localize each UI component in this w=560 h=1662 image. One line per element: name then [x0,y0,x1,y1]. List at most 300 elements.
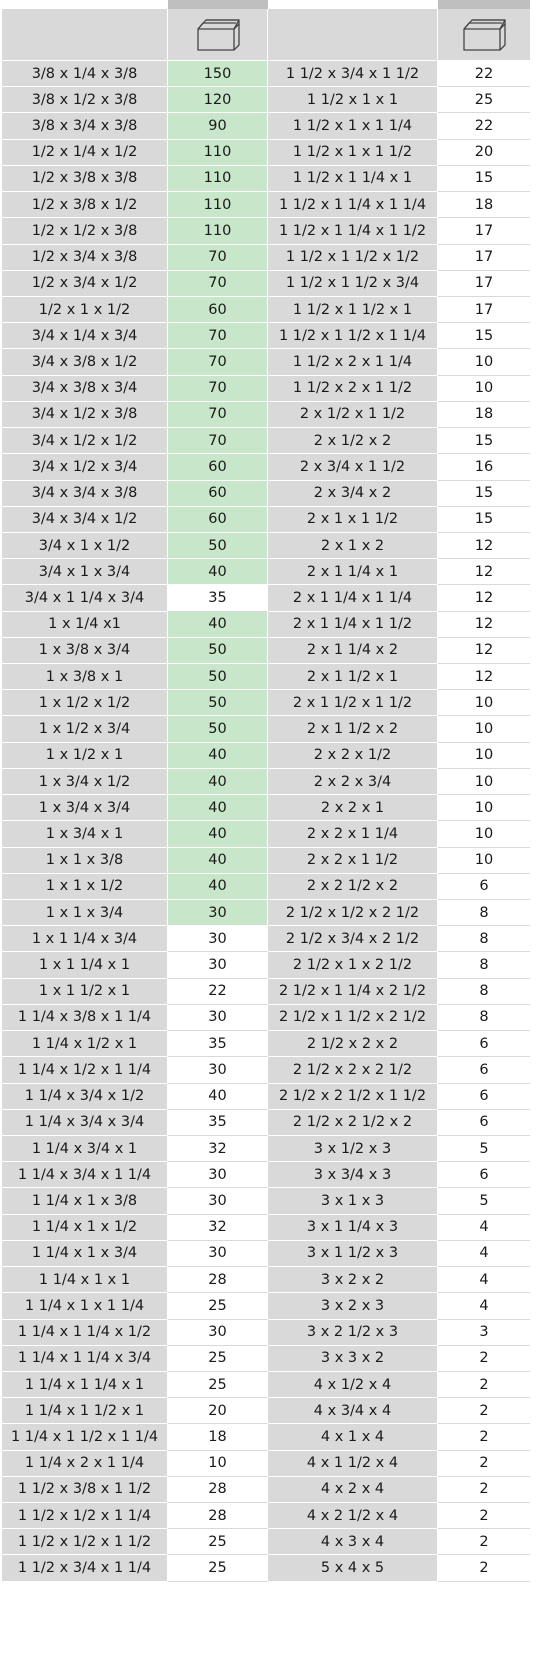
quantity-cell: 35 [168,585,268,611]
quantity-cell: 15 [438,323,530,349]
quantity-cell: 2 [438,1372,530,1398]
quantity-cell: 10 [438,821,530,847]
size-cell: 1 1/2 x 1 1/2 x 1 [268,297,438,323]
quantity-cell: 20 [438,140,530,166]
size-cell: 3/4 x 1/2 x 3/4 [2,454,168,480]
table-row [2,1188,530,1214]
quantity-cell: 4 [438,1215,530,1241]
header-size-right [268,9,438,60]
table-row [2,795,530,821]
quantity-cell: 25 [168,1555,268,1581]
size-cell: 1/2 x 3/4 x 1/2 [2,271,168,297]
quantity-cell: 22 [168,979,268,1005]
quantity-cell: 90 [168,113,268,139]
size-cell: 2 x 2 x 1 1/2 [268,848,438,874]
quantity-cell: 2 [438,1555,530,1581]
table-row [2,454,530,480]
table-row [2,428,530,454]
size-cell: 1/2 x 3/8 x 1/2 [2,192,168,218]
size-cell: 1 1/4 x 1 x 3/4 [2,1241,168,1267]
size-cell: 1 1/2 x 1 x 1 1/4 [268,113,438,139]
table-row [2,1005,530,1031]
size-cell: 3/8 x 1/4 x 3/8 [2,61,168,87]
size-cell: 2 x 1 x 1 1/2 [268,507,438,533]
size-cell: 1/2 x 3/4 x 3/8 [2,245,168,271]
size-cell: 2 x 1 1/4 x 1 1/4 [268,585,438,611]
quantity-cell: 12 [438,664,530,690]
table-row [2,1398,530,1424]
size-cell: 3/4 x 1 x 3/4 [2,559,168,585]
quantity-cell: 2 [438,1398,530,1424]
size-cell: 2 x 1 1/4 x 1 1/2 [268,612,438,638]
size-cell: 2 x 1 1/4 x 2 [268,638,438,664]
table-row [2,323,530,349]
table-row [2,559,530,585]
quantity-cell: 15 [438,428,530,454]
header-quantity-left [168,9,268,60]
table-row [2,271,530,297]
size-cell: 2 1/2 x 1 1/2 x 2 1/2 [268,1005,438,1031]
quantity-cell: 110 [168,140,268,166]
table-row [2,1424,530,1450]
quantity-cell: 28 [168,1503,268,1529]
table-row [2,349,530,375]
quantity-cell: 18 [168,1424,268,1450]
table-row [2,87,530,113]
size-cell: 1 x 3/8 x 1 [2,664,168,690]
size-cell: 1 x 3/8 x 3/4 [2,638,168,664]
size-cell: 1 x 3/4 x 1 [2,821,168,847]
table-row [2,1267,530,1293]
table-row [2,1529,530,1555]
size-cell: 3 x 1 1/2 x 3 [268,1241,438,1267]
quantity-cell: 110 [168,218,268,244]
quantity-cell: 32 [168,1215,268,1241]
quantity-cell: 70 [168,323,268,349]
size-cell: 2 x 1 1/4 x 1 [268,559,438,585]
quantity-cell: 50 [168,533,268,559]
quantity-cell: 35 [168,1110,268,1136]
table-row [2,1110,530,1136]
quantity-cell: 15 [438,481,530,507]
table-row [2,376,530,402]
size-cell: 3 x 3/4 x 3 [268,1162,438,1188]
quantity-cell: 2 [438,1529,530,1555]
quantity-cell: 30 [168,926,268,952]
header-row [2,9,530,61]
size-cell: 1 x 1 1/2 x 1 [2,979,168,1005]
quantity-cell: 30 [168,1241,268,1267]
size-cell: 2 1/2 x 2 1/2 x 2 [268,1110,438,1136]
quantity-cell: 10 [438,848,530,874]
size-cell: 1 x 1 x 3/8 [2,848,168,874]
size-cell: 1 1/2 x 1 1/4 x 1 1/2 [268,218,438,244]
size-cell: 1/2 x 1 x 1/2 [2,297,168,323]
quantity-cell: 10 [438,716,530,742]
size-cell: 3/4 x 3/8 x 1/2 [2,349,168,375]
table-row [2,533,530,559]
size-cell: 1 x 1 1/4 x 3/4 [2,926,168,952]
size-cell: 3 x 2 1/2 x 3 [268,1320,438,1346]
quantity-cell: 40 [168,743,268,769]
quantity-cell: 28 [168,1477,268,1503]
quantity-cell: 40 [168,874,268,900]
size-cell: 1 x 1 x 3/4 [2,900,168,926]
quantity-cell: 10 [438,743,530,769]
quantity-cell: 22 [438,113,530,139]
quantity-cell: 70 [168,245,268,271]
quantity-cell: 2 [438,1477,530,1503]
table-row [2,297,530,323]
quantity-cell: 40 [168,821,268,847]
size-cell: 4 x 2 x 4 [268,1477,438,1503]
size-cell: 4 x 2 1/2 x 4 [268,1503,438,1529]
size-cell: 4 x 1/2 x 4 [268,1372,438,1398]
quantity-cell: 3 [438,1320,530,1346]
table-row [2,1555,530,1581]
column-tab-quantity-right [438,0,530,9]
quantity-cell: 40 [168,769,268,795]
table-row [2,1162,530,1188]
table-row [2,1057,530,1083]
size-cell: 4 x 1 1/2 x 4 [268,1451,438,1477]
table-row [2,1503,530,1529]
quantity-cell: 6 [438,874,530,900]
size-cell: 1 1/4 x 1 1/2 x 1 1/4 [2,1424,168,1450]
size-cell: 3/4 x 1/2 x 3/8 [2,402,168,428]
quantity-cell: 70 [168,402,268,428]
size-cell: 2 x 2 x 1 [268,795,438,821]
size-cell: 1 1/4 x 1/2 x 1 1/4 [2,1057,168,1083]
size-cell: 2 1/2 x 2 x 2 1/2 [268,1057,438,1083]
size-cell: 1 x 1/2 x 1/2 [2,690,168,716]
size-cell: 2 1/2 x 1/2 x 2 1/2 [268,900,438,926]
quantity-cell: 5 [438,1188,530,1214]
quantity-cell: 40 [168,612,268,638]
quantity-cell: 30 [168,1320,268,1346]
quantity-cell: 8 [438,979,530,1005]
quantity-cell: 70 [168,271,268,297]
quantity-cell: 5 [438,1136,530,1162]
table-row [2,1241,530,1267]
quantity-cell: 10 [438,690,530,716]
size-cell: 1 1/2 x 1 x 1 [268,87,438,113]
size-cell: 1 x 1/2 x 1 [2,743,168,769]
quantity-cell: 15 [438,166,530,192]
quantity-cell: 8 [438,1005,530,1031]
table-row [2,1346,530,1372]
quantity-cell: 30 [168,1057,268,1083]
size-cell: 2 1/2 x 3/4 x 2 1/2 [268,926,438,952]
size-cell: 3 x 1 1/4 x 3 [268,1215,438,1241]
quantity-cell: 12 [438,585,530,611]
size-cell: 4 x 3/4 x 4 [268,1398,438,1424]
size-cell: 1 1/2 x 1/2 x 1 1/2 [2,1529,168,1555]
quantity-cell: 10 [438,795,530,821]
quantity-cell: 10 [438,376,530,402]
quantity-cell: 110 [168,192,268,218]
size-cell: 2 x 3/4 x 2 [268,481,438,507]
size-cell: 1 x 1/4 x1 [2,612,168,638]
quantity-cell: 40 [168,795,268,821]
size-cell: 3/4 x 1/4 x 3/4 [2,323,168,349]
size-cell: 1 x 1 1/4 x 1 [2,952,168,978]
size-cell: 3 x 1 x 3 [268,1188,438,1214]
table-row [2,743,530,769]
size-cell: 1 1/4 x 3/8 x 1 1/4 [2,1005,168,1031]
table-row [2,1084,530,1110]
quantity-cell: 18 [438,192,530,218]
size-cell: 3/4 x 1 1/4 x 3/4 [2,585,168,611]
quantity-cell: 50 [168,716,268,742]
size-cell: 3/8 x 1/2 x 3/8 [2,87,168,113]
quantity-cell: 12 [438,559,530,585]
size-cell: 1 1/4 x 1 1/4 x 1 [2,1372,168,1398]
table-row [2,1136,530,1162]
quantity-cell: 110 [168,166,268,192]
quantity-cell: 32 [168,1136,268,1162]
quantity-cell: 60 [168,507,268,533]
size-cell: 1 1/4 x 1 x 1/2 [2,1215,168,1241]
size-cell: 1 1/4 x 1/2 x 1 [2,1031,168,1057]
quantity-cell: 60 [168,454,268,480]
size-cell: 5 x 4 x 5 [268,1555,438,1581]
size-cell: 1 1/4 x 3/4 x 1 [2,1136,168,1162]
table-row [2,848,530,874]
size-cell: 1 1/2 x 1 1/4 x 1 [268,166,438,192]
table-row [2,952,530,978]
size-cell: 2 1/2 x 2 1/2 x 1 1/2 [268,1084,438,1110]
size-cell: 3/4 x 3/8 x 3/4 [2,376,168,402]
quantity-cell: 12 [438,638,530,664]
size-cell: 3/4 x 3/4 x 3/8 [2,481,168,507]
box-icon [194,17,242,53]
table-row [2,402,530,428]
size-cell: 2 x 1 1/2 x 1 [268,664,438,690]
quantity-cell: 12 [438,612,530,638]
quantity-cell: 12 [438,533,530,559]
size-cell: 2 x 3/4 x 1 1/2 [268,454,438,480]
table-row [2,900,530,926]
size-cell: 1 1/2 x 3/4 x 1 1/2 [268,61,438,87]
size-cell: 1 x 1 x 1/2 [2,874,168,900]
size-cell: 2 1/2 x 1 1/4 x 2 1/2 [268,979,438,1005]
quantity-cell: 4 [438,1267,530,1293]
size-cell: 2 x 2 x 1/2 [268,743,438,769]
size-cell: 3/8 x 3/4 x 3/8 [2,113,168,139]
size-cell: 1 1/4 x 1 x 1 [2,1267,168,1293]
size-cell: 2 1/2 x 2 x 2 [268,1031,438,1057]
quantity-cell: 20 [168,1398,268,1424]
size-cell: 2 x 2 x 3/4 [268,769,438,795]
quantity-cell: 25 [168,1346,268,1372]
size-cell: 1 1/4 x 3/4 x 1 1/4 [2,1162,168,1188]
quantity-cell: 18 [438,402,530,428]
size-cell: 1 x 3/4 x 1/2 [2,769,168,795]
table-row [2,638,530,664]
quantity-cell: 10 [438,349,530,375]
table-row [2,218,530,244]
size-cell: 1 1/2 x 1 1/2 x 1/2 [268,245,438,271]
quantity-cell: 60 [168,297,268,323]
table-row [2,769,530,795]
quantity-cell: 17 [438,218,530,244]
size-cell: 1 1/2 x 1 1/4 x 1 1/4 [268,192,438,218]
table-row [2,140,530,166]
table-row [2,690,530,716]
quantity-cell: 28 [168,1267,268,1293]
quantity-cell: 150 [168,61,268,87]
size-cell: 2 x 1 x 2 [268,533,438,559]
size-cell: 2 x 1 1/2 x 1 1/2 [268,690,438,716]
table-row [2,1320,530,1346]
size-cell: 1 1/2 x 1/2 x 1 1/4 [2,1503,168,1529]
size-cell: 1 1/2 x 1 1/2 x 1 1/4 [268,323,438,349]
size-cell: 3 x 1/2 x 3 [268,1136,438,1162]
quantity-cell: 17 [438,271,530,297]
size-cell: 1 1/4 x 1 x 3/8 [2,1188,168,1214]
size-cell: 1 1/4 x 1 1/4 x 3/4 [2,1346,168,1372]
quantity-cell: 2 [438,1424,530,1450]
table-row [2,821,530,847]
size-cell: 3/4 x 3/4 x 1/2 [2,507,168,533]
table-row [2,1293,530,1319]
quantity-cell: 25 [438,87,530,113]
table-row [2,874,530,900]
quantity-cell: 60 [168,481,268,507]
table-row [2,1372,530,1398]
header-quantity-right [438,9,530,60]
size-cell: 1 1/4 x 1 1/2 x 1 [2,1398,168,1424]
size-cell: 2 x 2 x 1 1/4 [268,821,438,847]
quantity-cell: 8 [438,952,530,978]
quantity-cell: 2 [438,1503,530,1529]
size-cell: 1 1/2 x 2 x 1 1/4 [268,349,438,375]
size-cell: 1 1/2 x 1 1/2 x 3/4 [268,271,438,297]
size-cell: 1 1/4 x 3/4 x 1/2 [2,1084,168,1110]
table-row [2,1031,530,1057]
quantity-cell: 17 [438,245,530,271]
size-cell: 1 1/2 x 3/4 x 1 1/4 [2,1555,168,1581]
size-cell: 1 1/4 x 1 1/4 x 1/2 [2,1320,168,1346]
table-row [2,926,530,952]
size-cell: 2 x 1/2 x 2 [268,428,438,454]
size-cell: 3 x 3 x 2 [268,1346,438,1372]
quantity-cell: 6 [438,1110,530,1136]
quantity-cell: 30 [168,900,268,926]
quantity-cell: 50 [168,664,268,690]
size-cell: 1 1/2 x 3/8 x 1 1/2 [2,1477,168,1503]
quantity-cell: 30 [168,952,268,978]
table-row [2,1215,530,1241]
table-row [2,1451,530,1477]
size-cell: 3/4 x 1/2 x 1/2 [2,428,168,454]
quantity-cell: 25 [168,1529,268,1555]
size-cell: 1/2 x 3/8 x 3/8 [2,166,168,192]
table-row [2,166,530,192]
quantity-cell: 8 [438,926,530,952]
quantity-cell: 35 [168,1031,268,1057]
quantity-cell: 6 [438,1084,530,1110]
quantity-cell: 4 [438,1293,530,1319]
quantity-cell: 70 [168,349,268,375]
quantity-cell: 2 [438,1451,530,1477]
quantity-cell: 10 [168,1451,268,1477]
size-cell: 3 x 2 x 3 [268,1293,438,1319]
size-cell: 1 1/2 x 1 x 1 1/2 [268,140,438,166]
size-cell: 1 x 1/2 x 3/4 [2,716,168,742]
table-row [2,664,530,690]
table-row [2,481,530,507]
size-cell: 2 x 1 1/2 x 2 [268,716,438,742]
table-row [2,716,530,742]
table-row [2,612,530,638]
size-cell: 3 x 2 x 2 [268,1267,438,1293]
header-size-left [2,9,168,60]
size-cell: 4 x 3 x 4 [268,1529,438,1555]
box-icon [460,17,508,53]
table-row [2,61,530,87]
quantity-cell: 25 [168,1293,268,1319]
quantity-cell: 6 [438,1162,530,1188]
size-cell: 1 x 3/4 x 3/4 [2,795,168,821]
size-cell: 2 1/2 x 1 x 2 1/2 [268,952,438,978]
quantity-cell: 50 [168,690,268,716]
quantity-cell: 30 [168,1162,268,1188]
table-row [2,113,530,139]
size-cell: 1 1/4 x 3/4 x 3/4 [2,1110,168,1136]
quantity-cell: 22 [438,61,530,87]
table-row [2,979,530,1005]
quantity-cell: 70 [168,376,268,402]
quantity-cell: 120 [168,87,268,113]
size-cell: 1/2 x 1/4 x 1/2 [2,140,168,166]
table-row [2,245,530,271]
quantity-cell: 6 [438,1057,530,1083]
table-row [2,192,530,218]
quantity-cell: 70 [168,428,268,454]
quantity-cell: 50 [168,638,268,664]
quantity-cell: 6 [438,1031,530,1057]
quantity-cell: 40 [168,848,268,874]
table-row [2,1477,530,1503]
size-cell: 1 1/4 x 2 x 1 1/4 [2,1451,168,1477]
quantity-cell: 16 [438,454,530,480]
size-cell: 2 x 2 1/2 x 2 [268,874,438,900]
size-cell: 2 x 1/2 x 1 1/2 [268,402,438,428]
header-tabs [2,0,530,9]
table-body [2,61,530,1582]
size-quantity-sheet [2,0,530,1582]
table-row [2,507,530,533]
size-cell: 1 1/4 x 1 x 1 1/4 [2,1293,168,1319]
quantity-cell: 25 [168,1372,268,1398]
quantity-cell: 40 [168,1084,268,1110]
quantity-cell: 2 [438,1346,530,1372]
quantity-cell: 4 [438,1241,530,1267]
table-row [2,585,530,611]
quantity-cell: 30 [168,1188,268,1214]
size-cell: 1 1/2 x 2 x 1 1/2 [268,376,438,402]
quantity-cell: 17 [438,297,530,323]
column-tab-quantity-left [168,0,268,9]
quantity-cell: 40 [168,559,268,585]
size-cell: 3/4 x 1 x 1/2 [2,533,168,559]
quantity-cell: 10 [438,769,530,795]
quantity-cell: 15 [438,507,530,533]
quantity-cell: 30 [168,1005,268,1031]
size-cell: 1/2 x 1/2 x 3/8 [2,218,168,244]
